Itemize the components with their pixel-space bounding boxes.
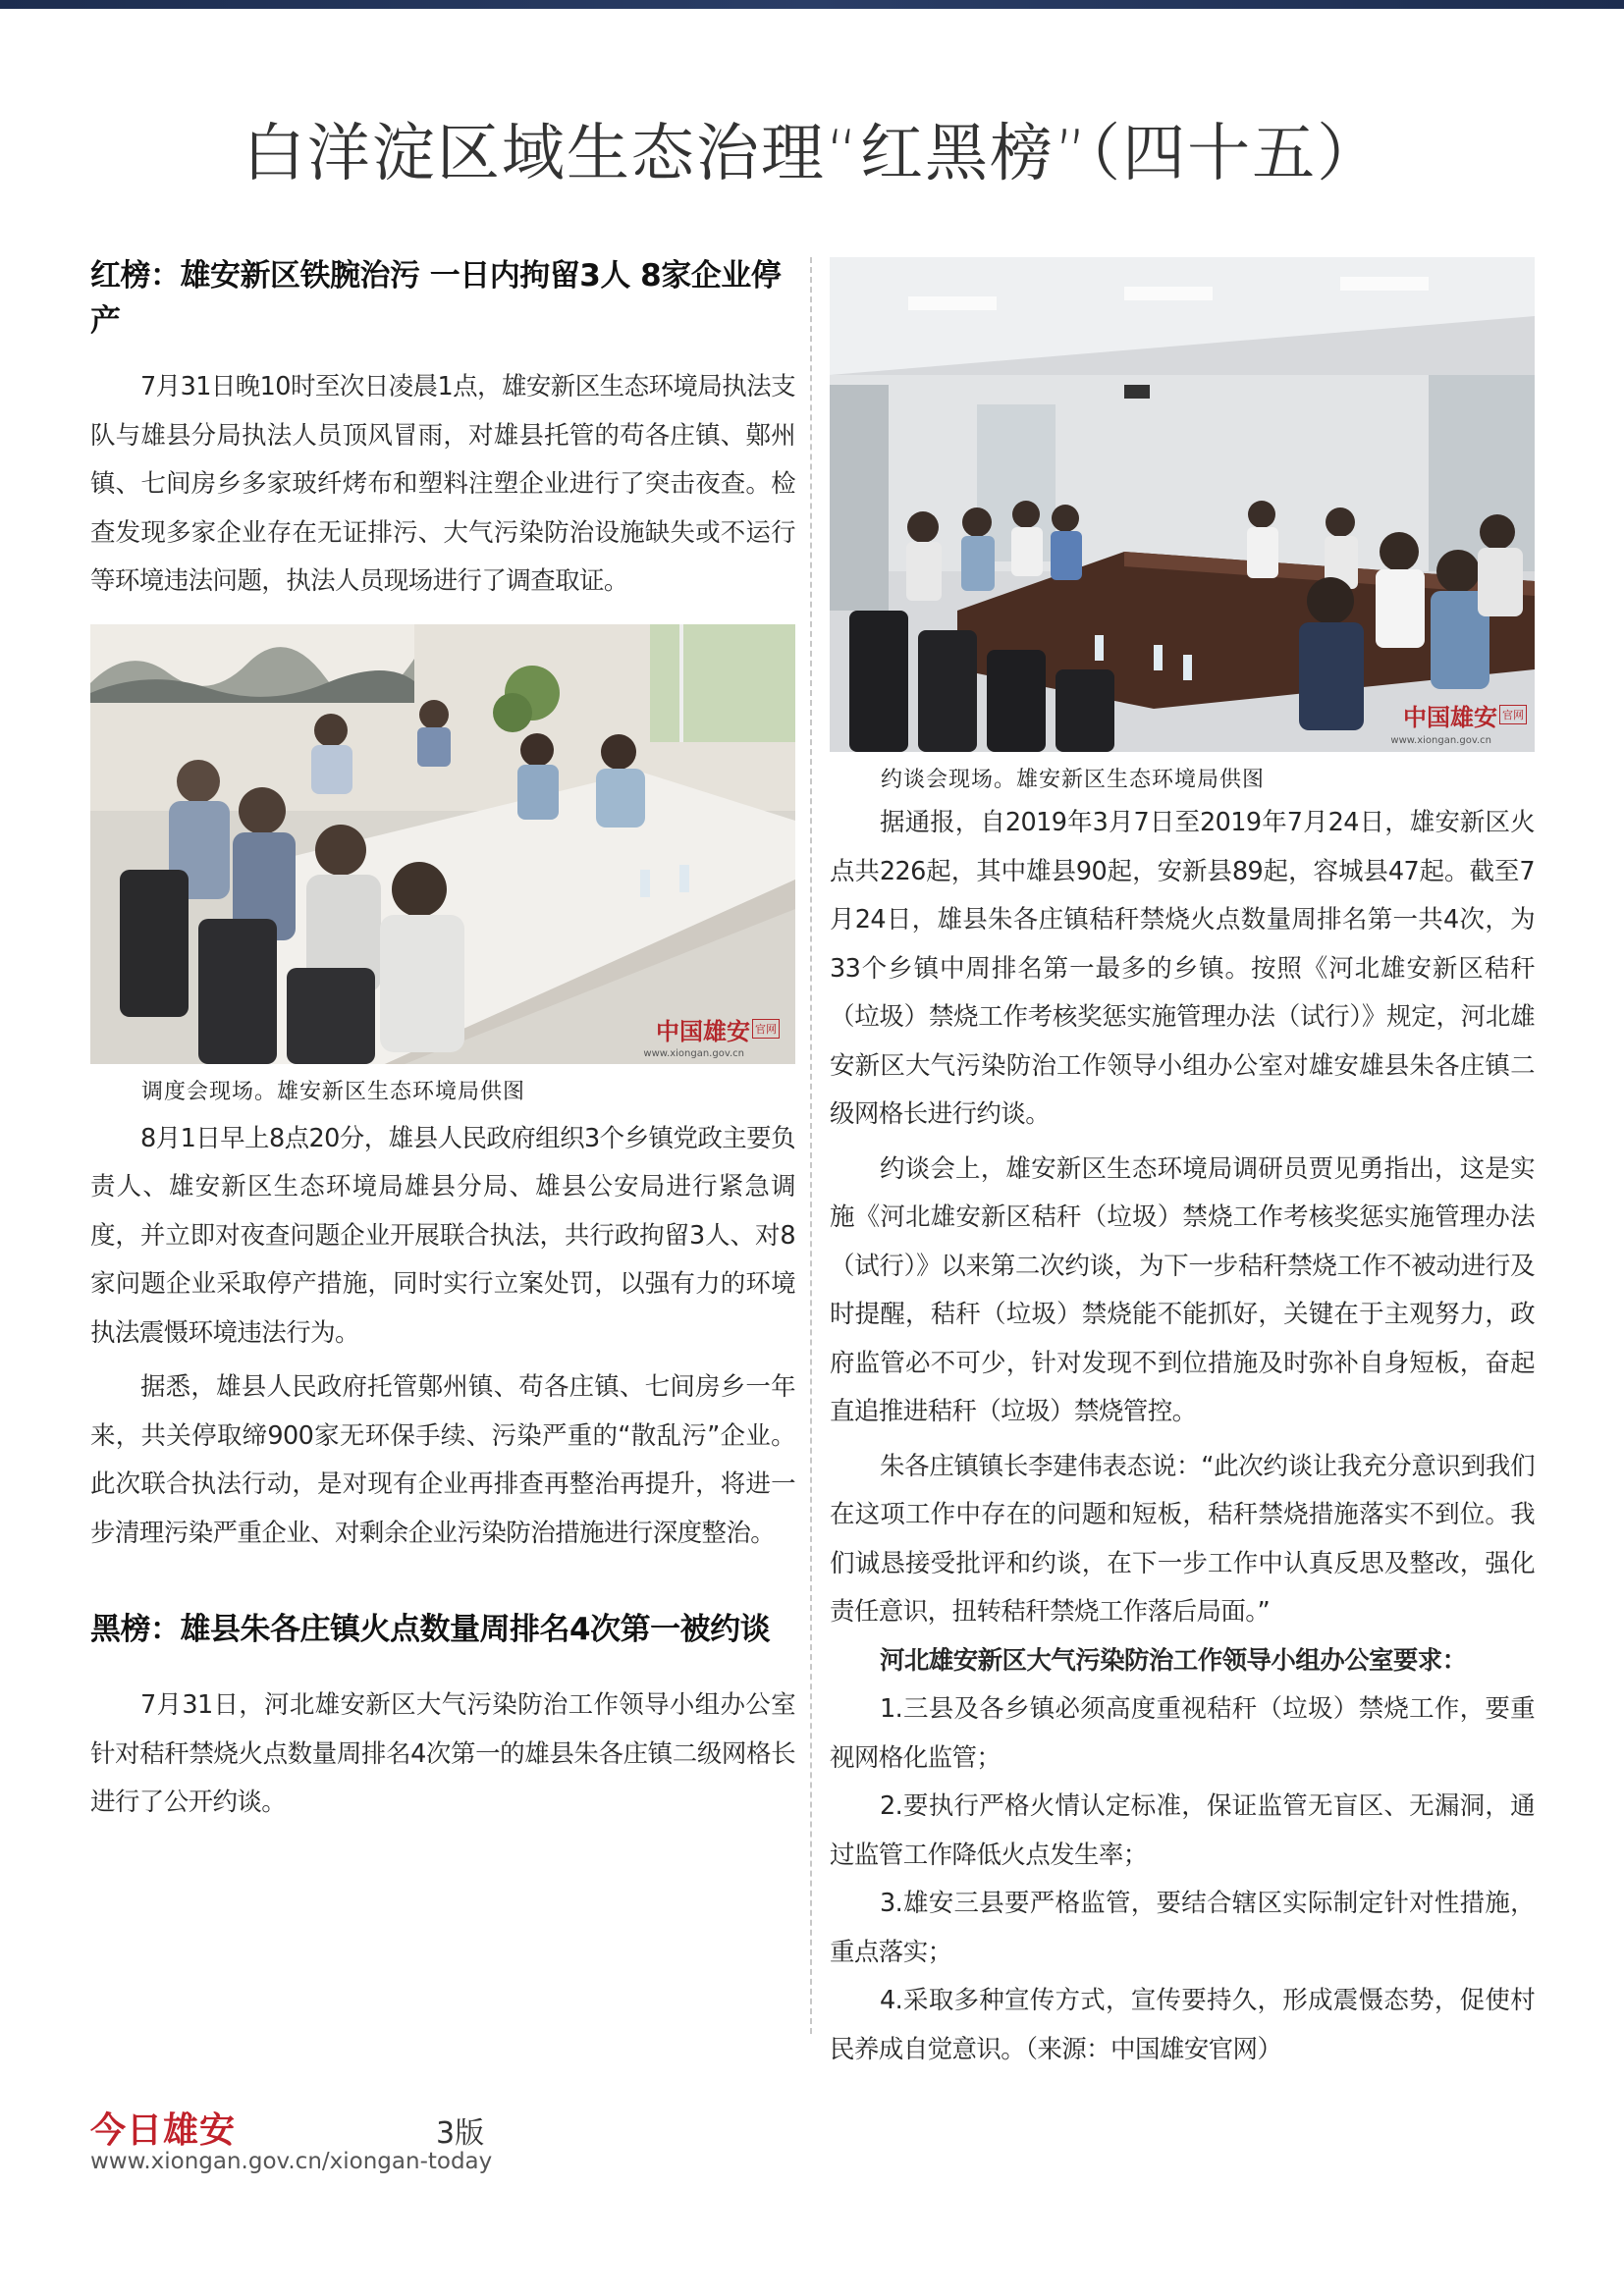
photo-watermark-url: www.xiongan.gov.cn — [1390, 735, 1491, 746]
meeting-photo-interview — [830, 257, 1535, 752]
interview-meeting-illustration — [830, 257, 1535, 752]
footer-logo: 今日雄安 — [90, 2109, 237, 2151]
photo-watermark-logo: 中国雄安 — [656, 1016, 750, 1045]
red-list-heading: 红榜：雄安新区铁腕治污 一日内拘留3人 8家企业停产 — [90, 258, 782, 339]
page-title: 白洋淀区域生态治理“红黑榜”（四十五） — [242, 118, 1382, 190]
requirements-heading: 河北雄安新区大气污染防治工作领导小组办公室要求： — [880, 1645, 1467, 1676]
interview-paragraph: 约谈会上，雄安新区生态环境局调研员贾见勇指出，这是实施《河北雄安新区秸秆（垃圾）禁烧工作考核奖惩实施管理办法（试行）》以来第二次约谈，为下一步秸秆禁烧工作不被动进行及时提醒，秸秆（垃圾）禁烧能不能抓好，关键在于主观努力，政府监管必不可少，针对发现不到位措施及时弥补自身短板，奋起直追推进秸秆（垃圾）禁烧管控。 — [830, 1153, 1535, 1426]
top-header-bar — [0, 0, 1624, 9]
photo-watermark-seal: 官网 — [1499, 705, 1527, 724]
photo-watermark-logo: 中国雄安 — [1403, 703, 1497, 731]
footer-page-number: 3版 — [436, 2116, 485, 2151]
requirement-item: 3.雄安三县要严格监管，要结合辖区实际制定针对性措施，重点落实； — [830, 1889, 1535, 1967]
photo-watermark-seal: 官网 — [752, 1019, 780, 1039]
interview-photo-caption: 约谈会现场。雄安新区生态环境局供图 — [881, 768, 1266, 792]
black-list-paragraph: 7月31日，河北雄安新区大气污染防治工作领导小组办公室针对秸秆禁烧火点数量周排名4次第一的雄县朱各庄镇二级网格长进行了公开约谈。 — [90, 1690, 795, 1817]
black-list-heading: 黑榜：雄县朱各庄镇火点数量周排名4次第一被约谈 — [90, 1612, 771, 1647]
column-divider — [810, 257, 812, 2034]
red-list-paragraph: 据悉，雄县人民政府托管鄚州镇、苟各庄镇、七间房乡一年来，共关停取缔900家无环保手续、污染严重的“散乱污”企业。此次联合执法行动，是对现有企业再排查再整治再提升，将进一步清理污染严重企业、对剩余企业污染防治措施进行深度整治。 — [90, 1372, 795, 1548]
requirement-item: 2.要执行严格火情认定标准，保证监管无盲区、无漏洞，通过监管工作降低火点发生率； — [830, 1791, 1535, 1870]
dispatch-photo-caption: 调度会现场。雄安新区生态环境局供图 — [141, 1079, 526, 1104]
interview-paragraph: 朱各庄镇镇长李建伟表态说：“此次约谈让我充分意识到我们在这项工作中存在的问题和短板，秸秆禁烧措施落实不到位。我们诚恳接受批评和约谈，在下一步工作中认真反思及整改，强化责任意识，扭转秸秆禁烧工作落后局面。” — [830, 1451, 1535, 1627]
meeting-photo-dispatch — [90, 624, 795, 1064]
right-column — [830, 257, 1535, 2074]
requirement-item: 4.采取多种宣传方式，宣传要持久，形成震慑态势，促使村民养成自觉意识。（来源：中国雄安官网） — [830, 1986, 1535, 2064]
footer-url: www.xiongan.gov.cn/xiongan-today — [90, 2149, 493, 2174]
red-list-paragraph: 7月31日晚10时至次日凌晨1点，雄安新区生态环境局执法支队与雄县分局执法人员顶风冒雨，对雄县托管的苟各庄镇、鄚州镇、七间房乡多家玻纤烤布和塑料注塑企业进行了突击夜查。检查发现多家企业存在无证排污、大气污染防治设施缺失或不运行等环境违法问题，执法人员现场进行了调查取证。 — [90, 372, 795, 596]
interview-paragraph: 据通报，自2019年3月7日至2019年7月24日，雄安新区火点共226起，其中雄县90起，安新县89起，容城县47起。截至7月24日，雄县朱各庄镇秸秆禁烧火点数量周排名第一共4次，为33个乡镇中周排名第一最多的乡镇。按照《河北雄安新区秸秆（垃圾）禁烧工作考核奖惩实施管理办法（试行）》规定，河北雄安新区大气污染防治工作领导小组办公室对雄安雄县朱各庄镇二级网格长进行约谈。 — [830, 808, 1535, 1129]
photo-watermark-url: www.xiongan.gov.cn — [643, 1047, 744, 1059]
left-column — [90, 253, 795, 1828]
requirement-item: 1.三县及各乡镇必须高度重视秸秆（垃圾）禁烧工作，要重视网格化监管； — [830, 1694, 1535, 1773]
red-list-paragraph: 8月1日早上8点20分，雄县人民政府组织3个乡镇党政主要负责人、雄安新区生态环境局雄县分局、雄县公安局进行紧急调度，并立即对夜查问题企业开展联合执法，共行政拘留3人、对8家问题企业采取停产措施，同时实行立案处罚，以强有力的环境执法震慑环境违法行为。 — [90, 1123, 795, 1348]
dispatch-meeting-illustration — [90, 624, 795, 1064]
